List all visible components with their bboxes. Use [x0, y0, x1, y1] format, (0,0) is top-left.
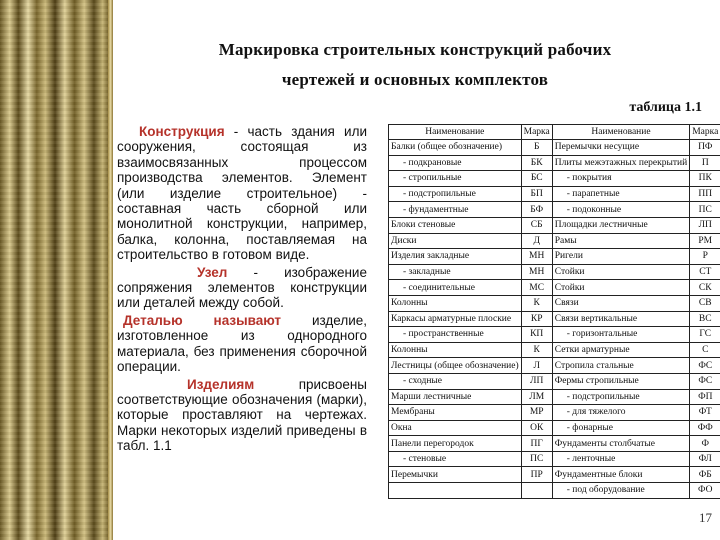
table-cell-name: Диски: [389, 233, 522, 249]
table-cell-name: Перемычки несущие: [552, 140, 689, 156]
table-row: [389, 358, 720, 374]
table-cell-name: Фермы стропильные: [552, 373, 689, 389]
body-construction: - часть здания или сооружения, состоящая из взаимосвязанных процессом производства элементов. Элемент (или изделие строительное) - составная часть сборной или монолитной конструкции, например, балка, колонна, поставляемая на строительство в готовом виде.: [117, 124, 367, 263]
table-cell-name: Перемычки: [389, 467, 522, 483]
table-cell-mark: ПС: [521, 451, 552, 467]
table-cell-name: Сетки арматурные: [552, 342, 689, 358]
table-cell-mark: ФС: [690, 358, 720, 374]
table-cell-mark: ПФ: [690, 140, 720, 156]
table-cell-mark: ЛМ: [521, 389, 552, 405]
table-cell-name: Колонны: [389, 295, 522, 311]
header-name-2: Наименование: [552, 125, 689, 140]
gold-curtain-decoration: [0, 0, 108, 540]
table-cell-name: [389, 483, 522, 499]
table-cell-mark: ФП: [690, 389, 720, 405]
table-cell-name: - фонарные: [552, 420, 689, 436]
table-row: [389, 295, 720, 311]
table-cell-name: - покрытия: [552, 171, 689, 187]
table-row: [389, 155, 720, 171]
term-construction: Конструкция: [139, 124, 225, 139]
table-cell-name: - под оборудование: [552, 483, 689, 499]
table-cell-name: Плиты межэтажных перекрытий: [552, 155, 689, 171]
table-cell-name: Блоки стеновые: [389, 217, 522, 233]
header-mark-2: Марка: [690, 125, 720, 140]
table-cell-mark: Л: [521, 358, 552, 374]
page-number: 17: [699, 510, 712, 525]
table-cell-mark: МР: [521, 405, 552, 421]
table-cell-name: - подоконные: [552, 202, 689, 218]
table-row: [389, 327, 720, 343]
table-cell-mark: СК: [690, 280, 720, 296]
table-row: [389, 342, 720, 358]
table-row: [389, 140, 720, 156]
table-cell-name: Окна: [389, 420, 522, 436]
table-cell-name: Стойки: [552, 264, 689, 280]
table-cell-mark: ПС: [690, 202, 720, 218]
table-cell-mark: Б: [521, 140, 552, 156]
table-cell-name: Связи вертикальные: [552, 311, 689, 327]
table-cell-name: - стропильные: [389, 171, 522, 187]
term-detail: Деталью называют: [123, 312, 282, 328]
table-row: [389, 467, 720, 483]
table-header-row: [389, 125, 720, 140]
definitions-text: [117, 124, 367, 454]
table-cell-mark: ФЛ: [690, 451, 720, 467]
table-cell-name: Площадки лестничные: [552, 217, 689, 233]
header-mark-1: Марка: [521, 125, 552, 140]
table-cell-mark: Ф: [690, 436, 720, 452]
table-row: [389, 436, 720, 452]
table-cell-mark: СБ: [521, 217, 552, 233]
table-cell-name: - подкрановые: [389, 155, 522, 171]
table-cell-mark: П: [690, 155, 720, 171]
table-cell-mark: ЛП: [521, 373, 552, 389]
table-cell-mark: РМ: [690, 233, 720, 249]
table-cell-name: - пространственные: [389, 327, 522, 343]
table-cell-name: - стеновые: [389, 451, 522, 467]
paragraph-products: [117, 377, 367, 454]
table-cell-mark: ВС: [690, 311, 720, 327]
table-cell-mark: СТ: [690, 264, 720, 280]
table-cell-name: - фундаментные: [389, 202, 522, 218]
paragraph-detail: [117, 313, 367, 375]
table-cell-mark: ПГ: [521, 436, 552, 452]
table-row: [389, 233, 720, 249]
body-node: - изображение сопряжения элементов конструкции или деталей между собой.: [117, 264, 367, 311]
term-products: Изделиям: [187, 376, 255, 392]
table-cell-mark: МС: [521, 280, 552, 296]
table-row: [389, 171, 720, 187]
table-cell-mark: С: [690, 342, 720, 358]
table-cell-name: - парапетные: [552, 186, 689, 202]
table-cell-mark: БС: [521, 171, 552, 187]
table-cell-mark: СВ: [690, 295, 720, 311]
header-name-1: Наименование: [389, 125, 522, 140]
table-cell-mark: БП: [521, 186, 552, 202]
table-cell-name: Стропила стальные: [552, 358, 689, 374]
table-cell-name: - закладные: [389, 264, 522, 280]
table-cell-name: - подстропильные: [552, 389, 689, 405]
table-cell-name: Изделия закладные: [389, 249, 522, 265]
table-cell-name: Ригели: [552, 249, 689, 265]
table-cell-mark: ОК: [521, 420, 552, 436]
table-cell-mark: ГС: [690, 327, 720, 343]
table-cell-name: Марши лестничные: [389, 389, 522, 405]
table-cell-mark: ФТ: [690, 405, 720, 421]
table-cell-name: - ленточные: [552, 451, 689, 467]
table-cell-name: Стойки: [552, 280, 689, 296]
paragraph-node: [117, 265, 367, 311]
table-reference: таблица 1.1: [629, 100, 702, 115]
term-node: Узел: [197, 264, 228, 280]
table-row: [389, 202, 720, 218]
table-cell-name: - горизонтальные: [552, 327, 689, 343]
table-row: [389, 280, 720, 296]
table-cell-name: Фундаментные блоки: [552, 467, 689, 483]
table-cell-mark: Д: [521, 233, 552, 249]
table-row: [389, 420, 720, 436]
table-cell-name: Лестницы (общее обозначение): [389, 358, 522, 374]
table-cell-name: Рамы: [552, 233, 689, 249]
paragraph-construction: [117, 124, 367, 263]
table-cell-mark: ПР: [521, 467, 552, 483]
table-cell-name: - для тяжелого: [552, 405, 689, 421]
table-cell-name: Панели перегородок: [389, 436, 522, 452]
table-row: [389, 217, 720, 233]
table-row: [389, 451, 720, 467]
table-cell-mark: ФО: [690, 483, 720, 499]
table-row: [389, 389, 720, 405]
table-cell-name: Балки (общее обозначение): [389, 140, 522, 156]
table-cell-name: - соединительные: [389, 280, 522, 296]
table-row: [389, 405, 720, 421]
table-row: [389, 483, 720, 499]
table-cell-name: Связи: [552, 295, 689, 311]
table-cell-mark: [521, 483, 552, 499]
table-cell-mark: БК: [521, 155, 552, 171]
table-cell-mark: МН: [521, 264, 552, 280]
table-cell-mark: ФБ: [690, 467, 720, 483]
table-cell-mark: КР: [521, 311, 552, 327]
table-cell-name: Мембраны: [389, 405, 522, 421]
body-products: присвоены соответствующие обозначения (марки), которые проставляют на чертежах. Марки некоторых изделий приведены в табл. 1.1: [117, 376, 367, 454]
table-cell-name: Колонны: [389, 342, 522, 358]
body-detail: изделие, изготовленное из однородного материала, без применения сборочной операции.: [117, 312, 367, 375]
table-cell-mark: ПП: [690, 186, 720, 202]
table-cell-mark: КП: [521, 327, 552, 343]
table-cell-mark: ФС: [690, 373, 720, 389]
table-cell-mark: ПК: [690, 171, 720, 187]
table-cell-mark: К: [521, 342, 552, 358]
table-cell-mark: К: [521, 295, 552, 311]
table-row: [389, 264, 720, 280]
slide-title-line-1: Маркировка строительных конструкций рабочих: [218, 40, 612, 59]
table-row: [389, 311, 720, 327]
table-cell-mark: БФ: [521, 202, 552, 218]
table-cell-mark: Р: [690, 249, 720, 265]
table-cell-name: Каркасы арматурные плоские: [389, 311, 522, 327]
slide-title-line-2: чертежей и основных комплектов: [281, 70, 549, 89]
table-cell-name: Фундаменты столбчатые: [552, 436, 689, 452]
table-row: [389, 249, 720, 265]
table-cell-name: - сходные: [389, 373, 522, 389]
marking-table: [388, 124, 720, 499]
gold-border-rule: [108, 0, 113, 540]
table-cell-mark: ФФ: [690, 420, 720, 436]
table-row: [389, 186, 720, 202]
table-cell-mark: ЛП: [690, 217, 720, 233]
table-cell-mark: МН: [521, 249, 552, 265]
table-row: [389, 373, 720, 389]
table-cell-name: - подстропильные: [389, 186, 522, 202]
